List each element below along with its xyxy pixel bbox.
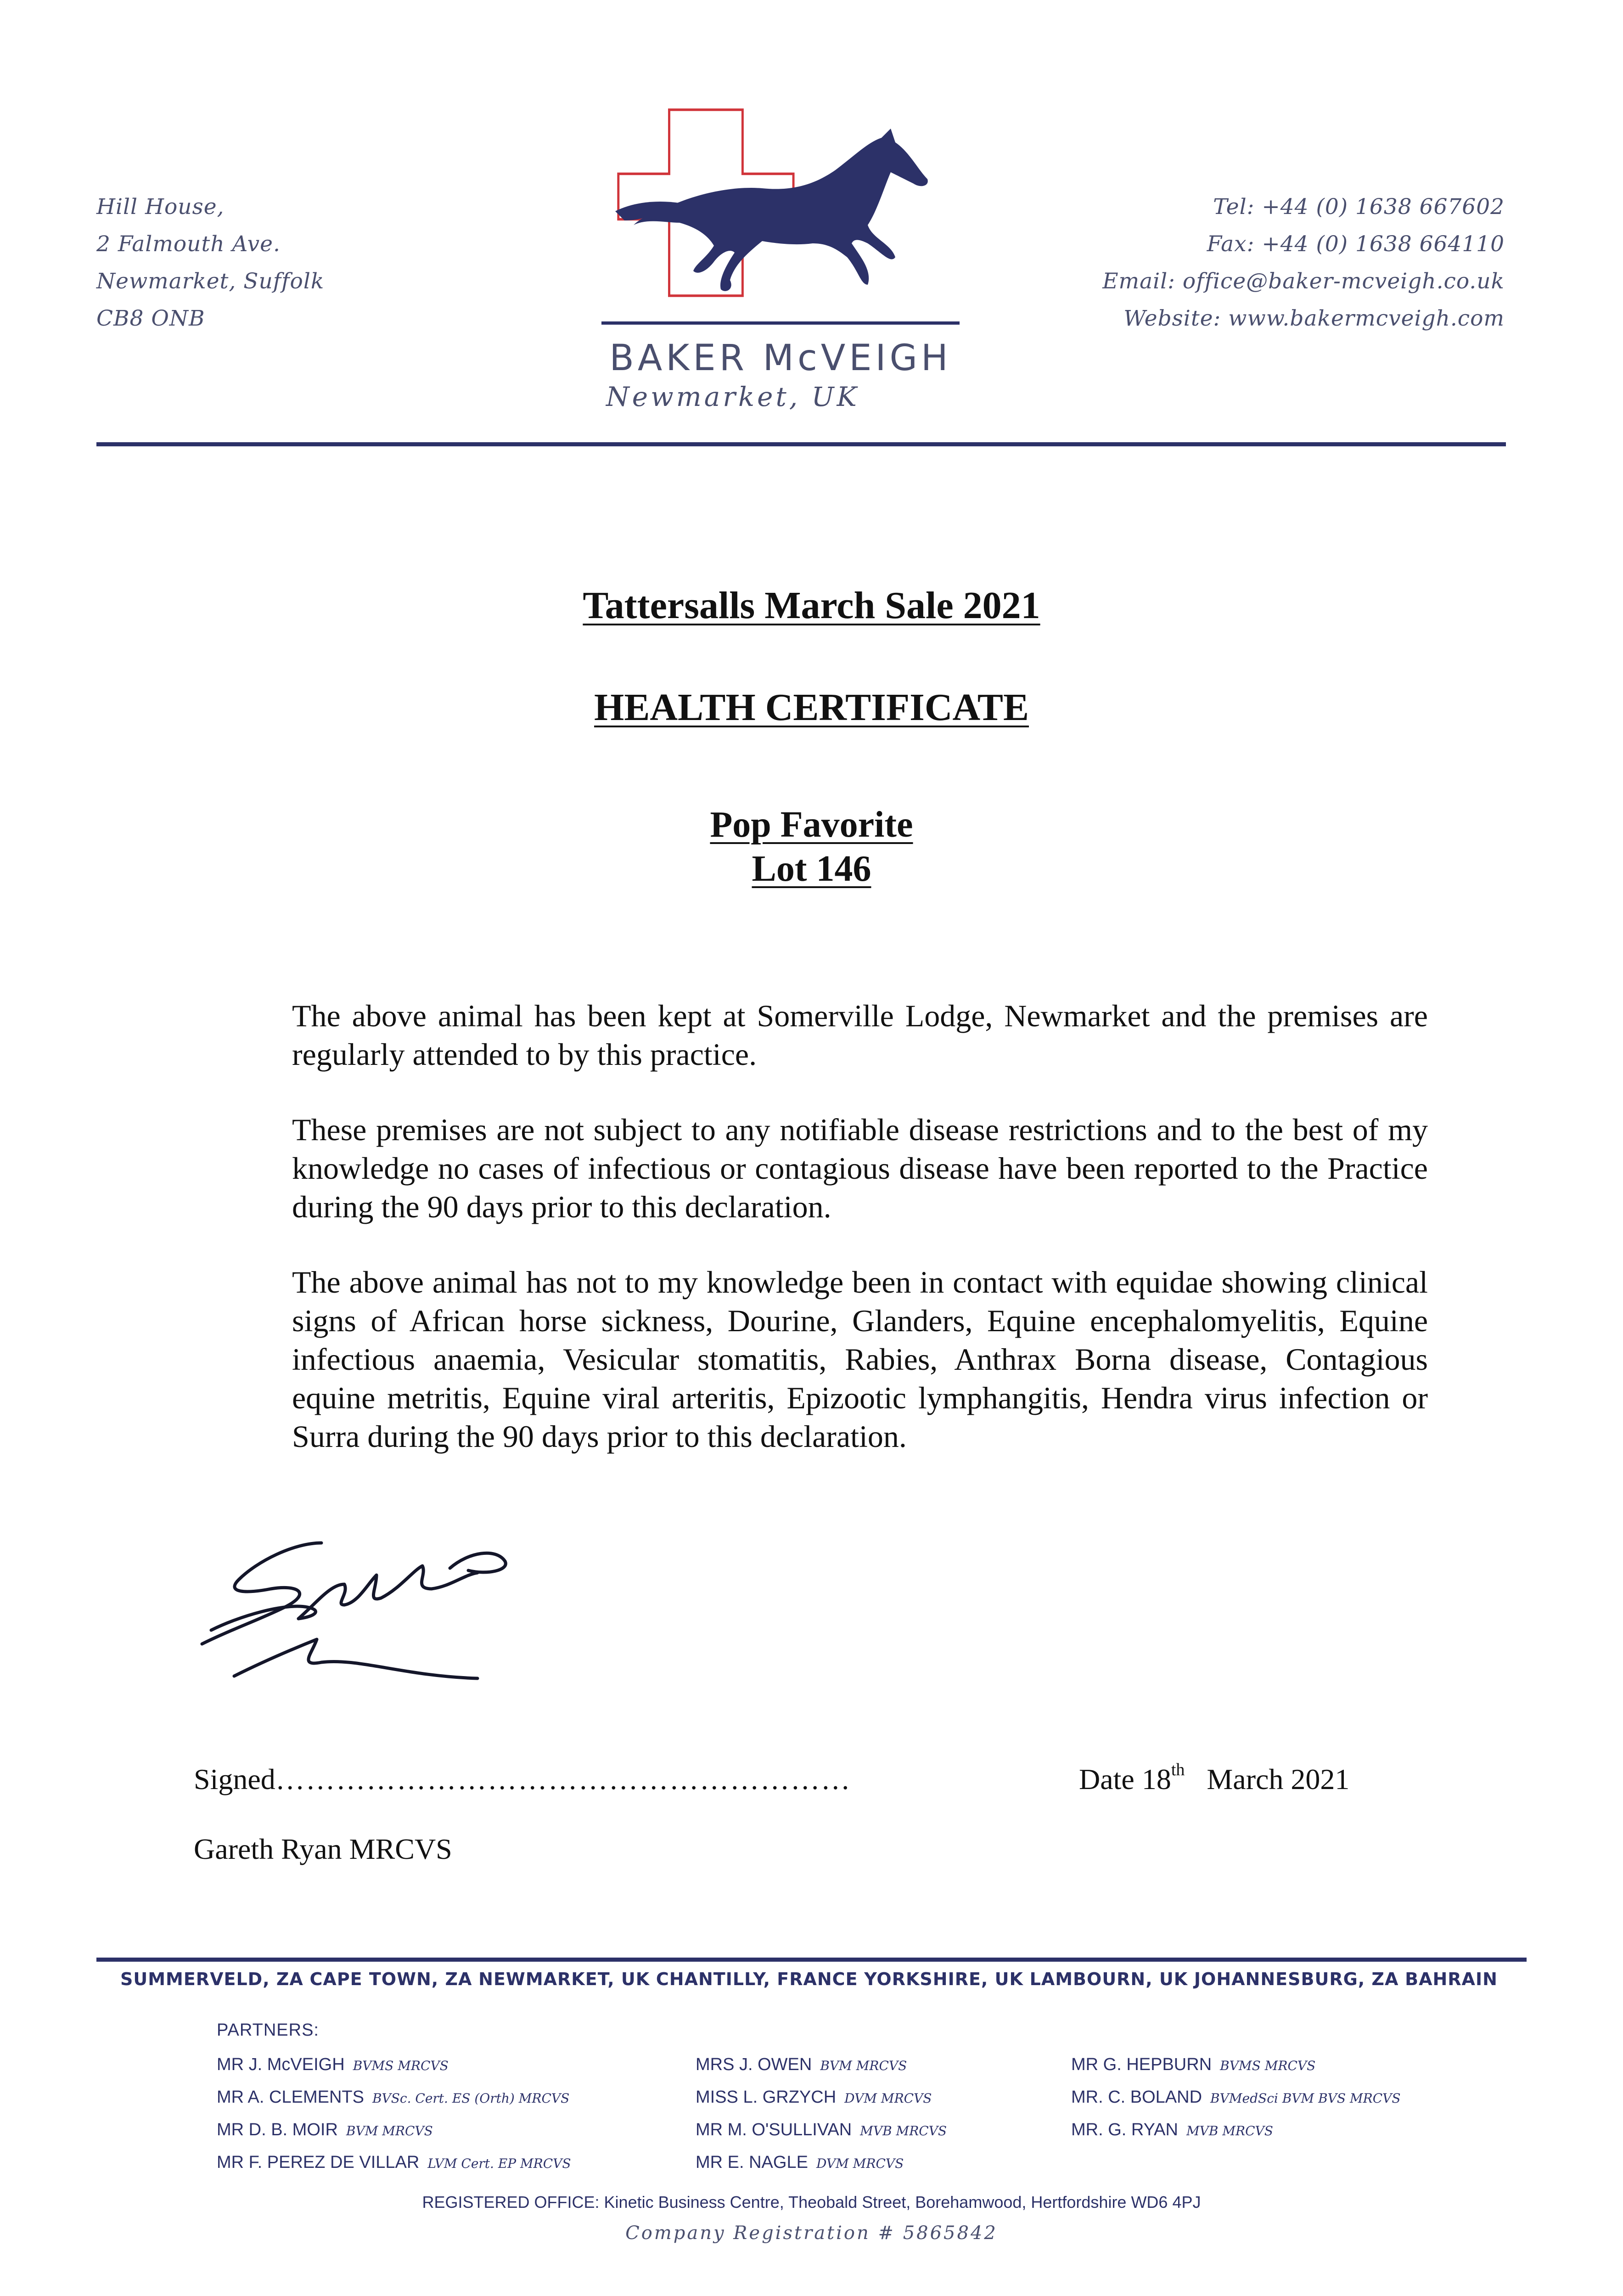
paragraph: The above animal has been kept at Somerville Lodge, Newmarket and the premises are regularly attended to by this practice. [292,998,1428,1072]
date-month-year: March 2021 [1207,1763,1350,1795]
partner-entry [696,2147,947,2179]
partner-name: MR J. McVEIGH [217,2055,345,2074]
certificate-title: HEALTH CERTIFICATE [594,686,1029,729]
partner-entry [696,2082,947,2114]
header-divider [96,442,1506,446]
partner-name: MR D. B. MOIR [217,2120,338,2139]
partner-name: MISS L. GRZYCH [696,2088,837,2107]
paragraph: The above animal has not to my knowledge been in contact with equidae showing clinical signs of African horse sickness, Dourine, Glanders, Equine encephalomyelitis, Equine infectious anaemia, Vesicular stomatitis, Rabies, Anthrax Borna disease, Contagious equine metritis, Equine viral arteritis, Epizootic lymphangitis, Hendra virus infection or Surra during the 90 days prior to this declaration. [292,1265,1428,1454]
partner-entry [217,2082,571,2114]
brand-name: BAKER McVEIGH [609,338,952,379]
partner-quals: BVM MRCVS [346,2123,433,2138]
date-label: Date 18 [1079,1763,1171,1795]
partner-entry [696,2114,947,2147]
partner-name: MR G. HEPBURN [1071,2055,1212,2074]
partner-name: MR E. NAGLE [696,2153,808,2172]
partners-column [696,2049,947,2179]
partners-column [217,2049,571,2179]
lot-number: Lot 146 [752,849,871,889]
contact-website: Website: www.bakermcveigh.com [1123,306,1505,331]
location-item: JOHANNESBURG, ZA [1194,1969,1399,1989]
date-suffix: th [1171,1760,1185,1779]
partners-column [1071,2049,1401,2147]
partner-quals: MVB MRCVS [1186,2123,1273,2138]
partner-quals: BVM MRCVS [820,2058,907,2073]
partner-quals: MVB MRCVS [860,2123,947,2138]
signer-name: Gareth Ryan MRCVS [194,1833,452,1865]
address-block [96,188,324,337]
horse-lot-heading [0,803,1623,891]
partner-name: MR. G. RYAN [1071,2120,1178,2139]
location-item: BAHRAIN [1405,1969,1498,1989]
contact-block [1102,188,1505,337]
contact-tel: Tel: +44 (0) 1638 667602 [1213,194,1505,219]
partner-entry [217,2114,571,2147]
signed-line [194,1762,851,1796]
contact-fax: Fax: +44 (0) 1638 664110 [1207,231,1505,257]
partner-quals: BVSc. Cert. ES (Orth) MRCVS [372,2091,570,2106]
logo-horse-cross-icon [597,106,964,335]
contact-email: Email: office@baker-mcveigh.co.uk [1102,269,1505,294]
partner-quals: LVM Cert. EP MRCVS [427,2156,571,2171]
partner-quals: BVMS MRCVS [1220,2058,1316,2073]
partner-name: MR. C. BOLAND [1071,2088,1202,2107]
location-item: LAMBOURN, UK [1029,1969,1188,1989]
footer-divider [96,1958,1527,1962]
location-item: YORKSHIRE, UK [864,1969,1023,1989]
location-item: NEWMARKET, UK [478,1969,650,1989]
partner-name: MR M. O'SULLIVAN [696,2120,852,2139]
partner-entry [217,2147,571,2179]
location-item: CAPE TOWN, ZA [309,1969,472,1989]
address-line: Hill House, [96,194,225,219]
address-line: CB8 ONB [96,306,205,331]
sale-title: Tattersalls March Sale 2021 [583,584,1040,627]
brand-location: Newmarket, UK [606,381,859,412]
address-line: Newmarket, Suffolk [96,269,325,294]
partner-quals: BVMedSci BVM BVS MRCVS [1210,2091,1401,2106]
partner-quals: DVM MRCVS [816,2156,904,2171]
date-line [1079,1762,1349,1796]
partner-entry [696,2049,947,2082]
location-item: CHANTILLY, FRANCE [656,1969,858,1989]
signature-icon [193,1525,551,1699]
partner-entry [1071,2082,1401,2114]
partner-quals: BVMS MRCVS [353,2058,449,2073]
partner-name: MRS J. OWEN [696,2055,812,2074]
address-line: 2 Falmouth Ave. [96,231,281,257]
company-registration: Company Registration # 5865842 [625,2223,998,2244]
partner-entry [1071,2049,1401,2082]
location-item: SUMMERVELD, ZA [120,1969,303,1989]
partner-name: MR F. PEREZ DE VILLAR [217,2153,420,2172]
partner-entry [217,2049,571,2082]
partners-label: PARTNERS: [217,2020,319,2040]
registered-office: REGISTERED OFFICE: Kinetic Business Centre, Theobald Street, Borehamwood, Hertfordshire WD6 4PJ [422,2193,1201,2212]
locations-row [120,1969,1498,1989]
partner-quals: DVM MRCVS [844,2091,932,2106]
paragraph: These premises are not subject to any notifiable disease restrictions and to the best of my knowledge no cases of infectious or contagious disease have been reported to the Practice during the 90 days prior to this declaration. [292,1112,1428,1224]
partner-entry [1071,2114,1401,2147]
signed-dots: ………………………………………………… [275,1763,851,1795]
horse-name: Pop Favorite [710,805,913,845]
signed-label: Signed [194,1763,275,1795]
partner-name: MR A. CLEMENTS [217,2088,364,2107]
